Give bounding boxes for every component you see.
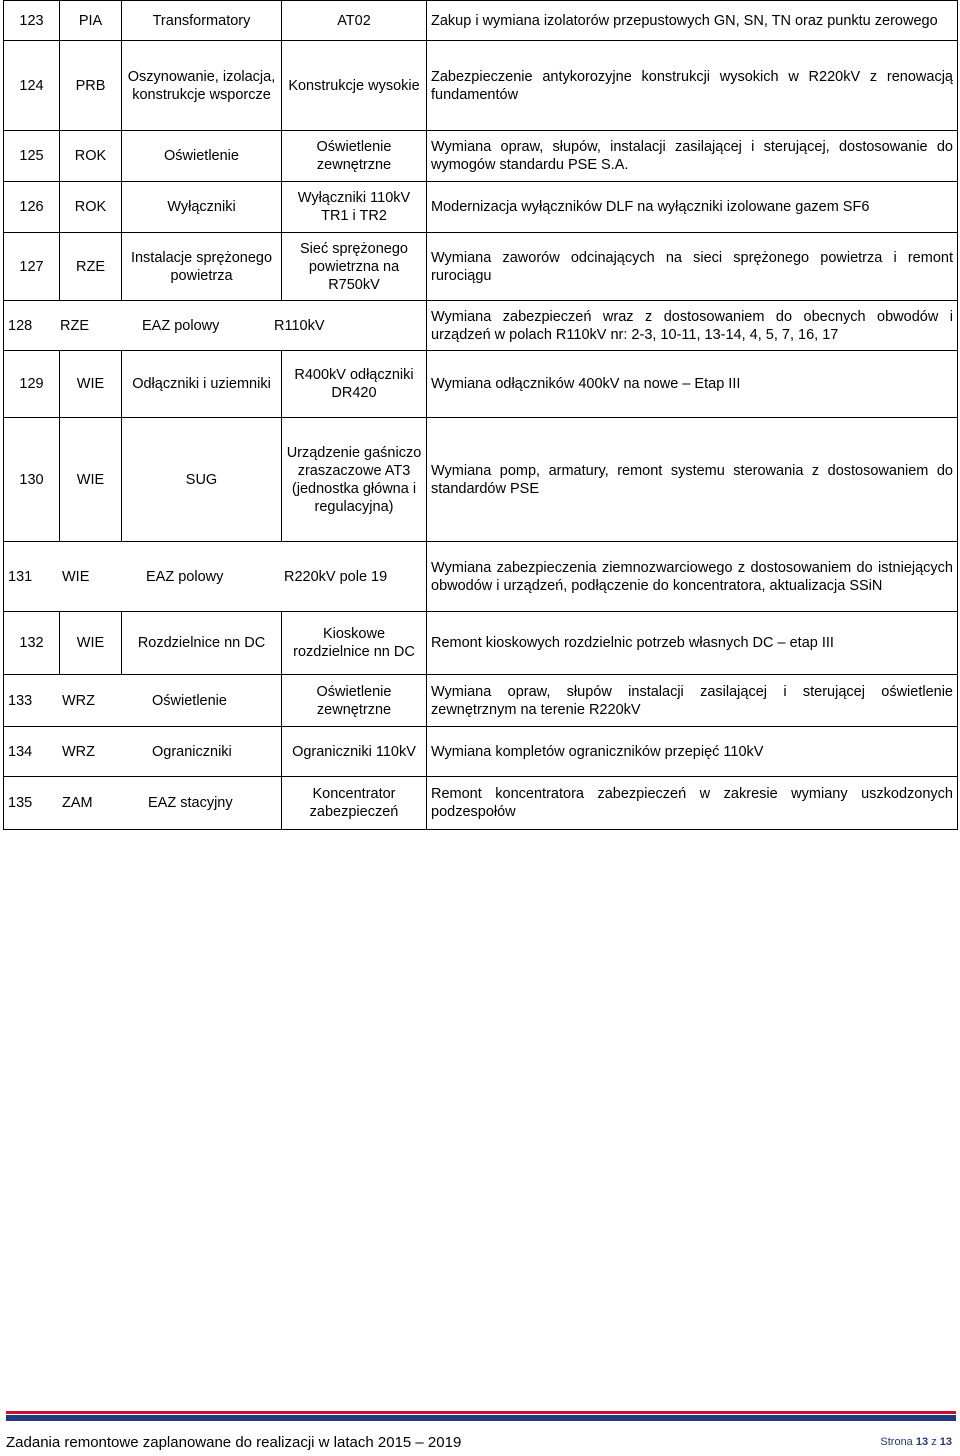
table-row: [4, 1, 958, 41]
row-object: Urządzenie gaśniczo zraszaczowe AT3 (jednostka główna i regulacyjna): [282, 418, 427, 542]
row-category: Ograniczniki: [152, 743, 232, 760]
row-number: 127: [4, 233, 60, 301]
row-code: WRZ: [62, 692, 96, 709]
row-object: Koncentrator zabezpieczeń: [282, 777, 427, 830]
row-code: ROK: [60, 131, 122, 182]
row-code: WRZ: [62, 743, 96, 760]
row-code: WIE: [60, 612, 122, 675]
table-row: [4, 182, 958, 233]
row-number: 131: [8, 568, 33, 585]
row-object: Oświetlenie zewnętrzne: [282, 675, 427, 727]
row-category: Oświetlenie: [152, 692, 227, 709]
row-object: Oświetlenie zewnętrzne: [282, 131, 427, 182]
row-description: Wymiana pomp, armatury, remont systemu sterowania z dostosowaniem do standardów PSE: [427, 418, 958, 542]
row-merged-cell: [4, 675, 282, 727]
table-row: [4, 675, 958, 727]
page-separator: z: [931, 1436, 937, 1448]
row-number: 124: [4, 41, 60, 131]
table-row: [4, 542, 958, 612]
table-row: [4, 233, 958, 301]
row-number: 129: [4, 351, 60, 418]
row-number: 128: [8, 317, 33, 334]
row-code: ZAM: [62, 795, 93, 811]
page-number: [880, 1436, 952, 1448]
table-row: [4, 612, 958, 675]
row-object: Konstrukcje wysokie: [282, 41, 427, 131]
footer-divider-red: [6, 1411, 956, 1414]
row-code: ROK: [60, 182, 122, 233]
row-description: Wymiana zaworów odcinających na sieci sprężonego powietrza i remont rurociągu: [427, 233, 958, 301]
footer-title: Zadania remontowe zaplanowane do realizacji w latach 2015 – 2019: [6, 1434, 462, 1451]
row-code: PIA: [60, 1, 122, 41]
row-category: Odłączniki i uziemniki: [122, 351, 282, 418]
page-label: Strona: [880, 1436, 913, 1448]
row-merged-cell: [4, 301, 427, 351]
row-code: WIE: [62, 568, 90, 585]
row-code: WIE: [60, 418, 122, 542]
row-description: Zakup i wymiana izolatorów przepustowych GN, SN, TN oraz punktu zerowego: [427, 1, 958, 41]
row-number: 130: [4, 418, 60, 542]
table-row: [4, 41, 958, 131]
row-number: 134: [8, 743, 33, 760]
row-description: Modernizacja wyłączników DLF na wyłączniki izolowane gazem SF6: [427, 182, 958, 233]
row-category: SUG: [122, 418, 282, 542]
row-merged-cell: [4, 542, 427, 612]
row-number: 126: [4, 182, 60, 233]
row-code: RZE: [60, 317, 89, 334]
row-category: EAZ stacyjny: [148, 795, 233, 811]
row-code: WIE: [60, 351, 122, 418]
row-category: EAZ polowy: [146, 568, 224, 585]
row-description: Remont kioskowych rozdzielnic potrzeb własnych DC – etap III: [427, 612, 958, 675]
row-description: Wymiana opraw, słupów instalacji zasilającej i sterującej oświetlenie zewnętrznym na terenie R220kV: [427, 675, 958, 727]
row-number: 132: [4, 612, 60, 675]
row-category: Instalacje sprężonego powietrza: [122, 233, 282, 301]
page-current: 13: [915, 1436, 929, 1448]
tasks-table: [3, 0, 958, 830]
row-object: Sieć sprężonego powietrzna na R750kV: [282, 233, 427, 301]
row-number: 123: [4, 1, 60, 41]
row-description: Wymiana odłączników 400kV na nowe – Etap III: [427, 351, 958, 418]
row-description: Wymiana kompletów ograniczników przepięć 110kV: [427, 727, 958, 777]
row-object: R110kV: [274, 317, 325, 334]
row-object: Kioskowe rozdzielnice nn DC: [282, 612, 427, 675]
row-description: Wymiana zabezpieczenia ziemnozwarciowego z dostosowaniem do istniejących obwodów i urządzeń, podłączenie do koncentratora, aktualizacja SSiN: [427, 542, 958, 612]
row-category: EAZ polowy: [142, 317, 220, 334]
row-category: Oświetlenie: [122, 131, 282, 182]
row-code: PRB: [60, 41, 122, 131]
table-row: [4, 301, 958, 351]
row-number: 125: [4, 131, 60, 182]
row-description: Wymiana zabezpieczeń wraz z dostosowaniem do obecnych obwodów i urządzeń w polach R110kV nr: 2-3, 10-11, 13-14, 4, 5, 7, 16, 17: [427, 301, 958, 351]
table-row: [4, 351, 958, 418]
row-object: AT02: [282, 1, 427, 41]
row-description: Wymiana opraw, słupów, instalacji zasilającej i sterującej, dostosowanie do wymogów standardu PSE S.A.: [427, 131, 958, 182]
row-merged-cell: [4, 777, 282, 830]
footer-divider-blue: [6, 1415, 956, 1421]
table-row: [4, 131, 958, 182]
row-category: Wyłączniki: [122, 182, 282, 233]
row-description: Zabezpieczenie antykorozyjne konstrukcji wysokich w R220kV z renowacją fundamentów: [427, 41, 958, 131]
row-description: Remont koncentratora zabezpieczeń w zakresie wymiany uszkodzonych podzespołów: [427, 777, 958, 830]
row-number: 135: [8, 795, 33, 811]
row-category: Transformatory: [122, 1, 282, 41]
table-row: [4, 727, 958, 777]
row-category: Rozdzielnice nn DC: [122, 612, 282, 675]
row-number: 133: [8, 692, 33, 709]
row-object: Wyłączniki 110kV TR1 i TR2: [282, 182, 427, 233]
row-category: Oszynowanie, izolacja, konstrukcje wsporcze: [122, 41, 282, 131]
row-object: Ograniczniki 110kV: [282, 727, 427, 777]
page-total: 13: [939, 1436, 952, 1448]
row-code: RZE: [60, 233, 122, 301]
table-row: [4, 418, 958, 542]
row-object: R220kV pole 19: [284, 568, 388, 585]
row-object: R400kV odłączniki DR420: [282, 351, 427, 418]
table-row: [4, 777, 958, 830]
row-merged-cell: [4, 727, 282, 777]
